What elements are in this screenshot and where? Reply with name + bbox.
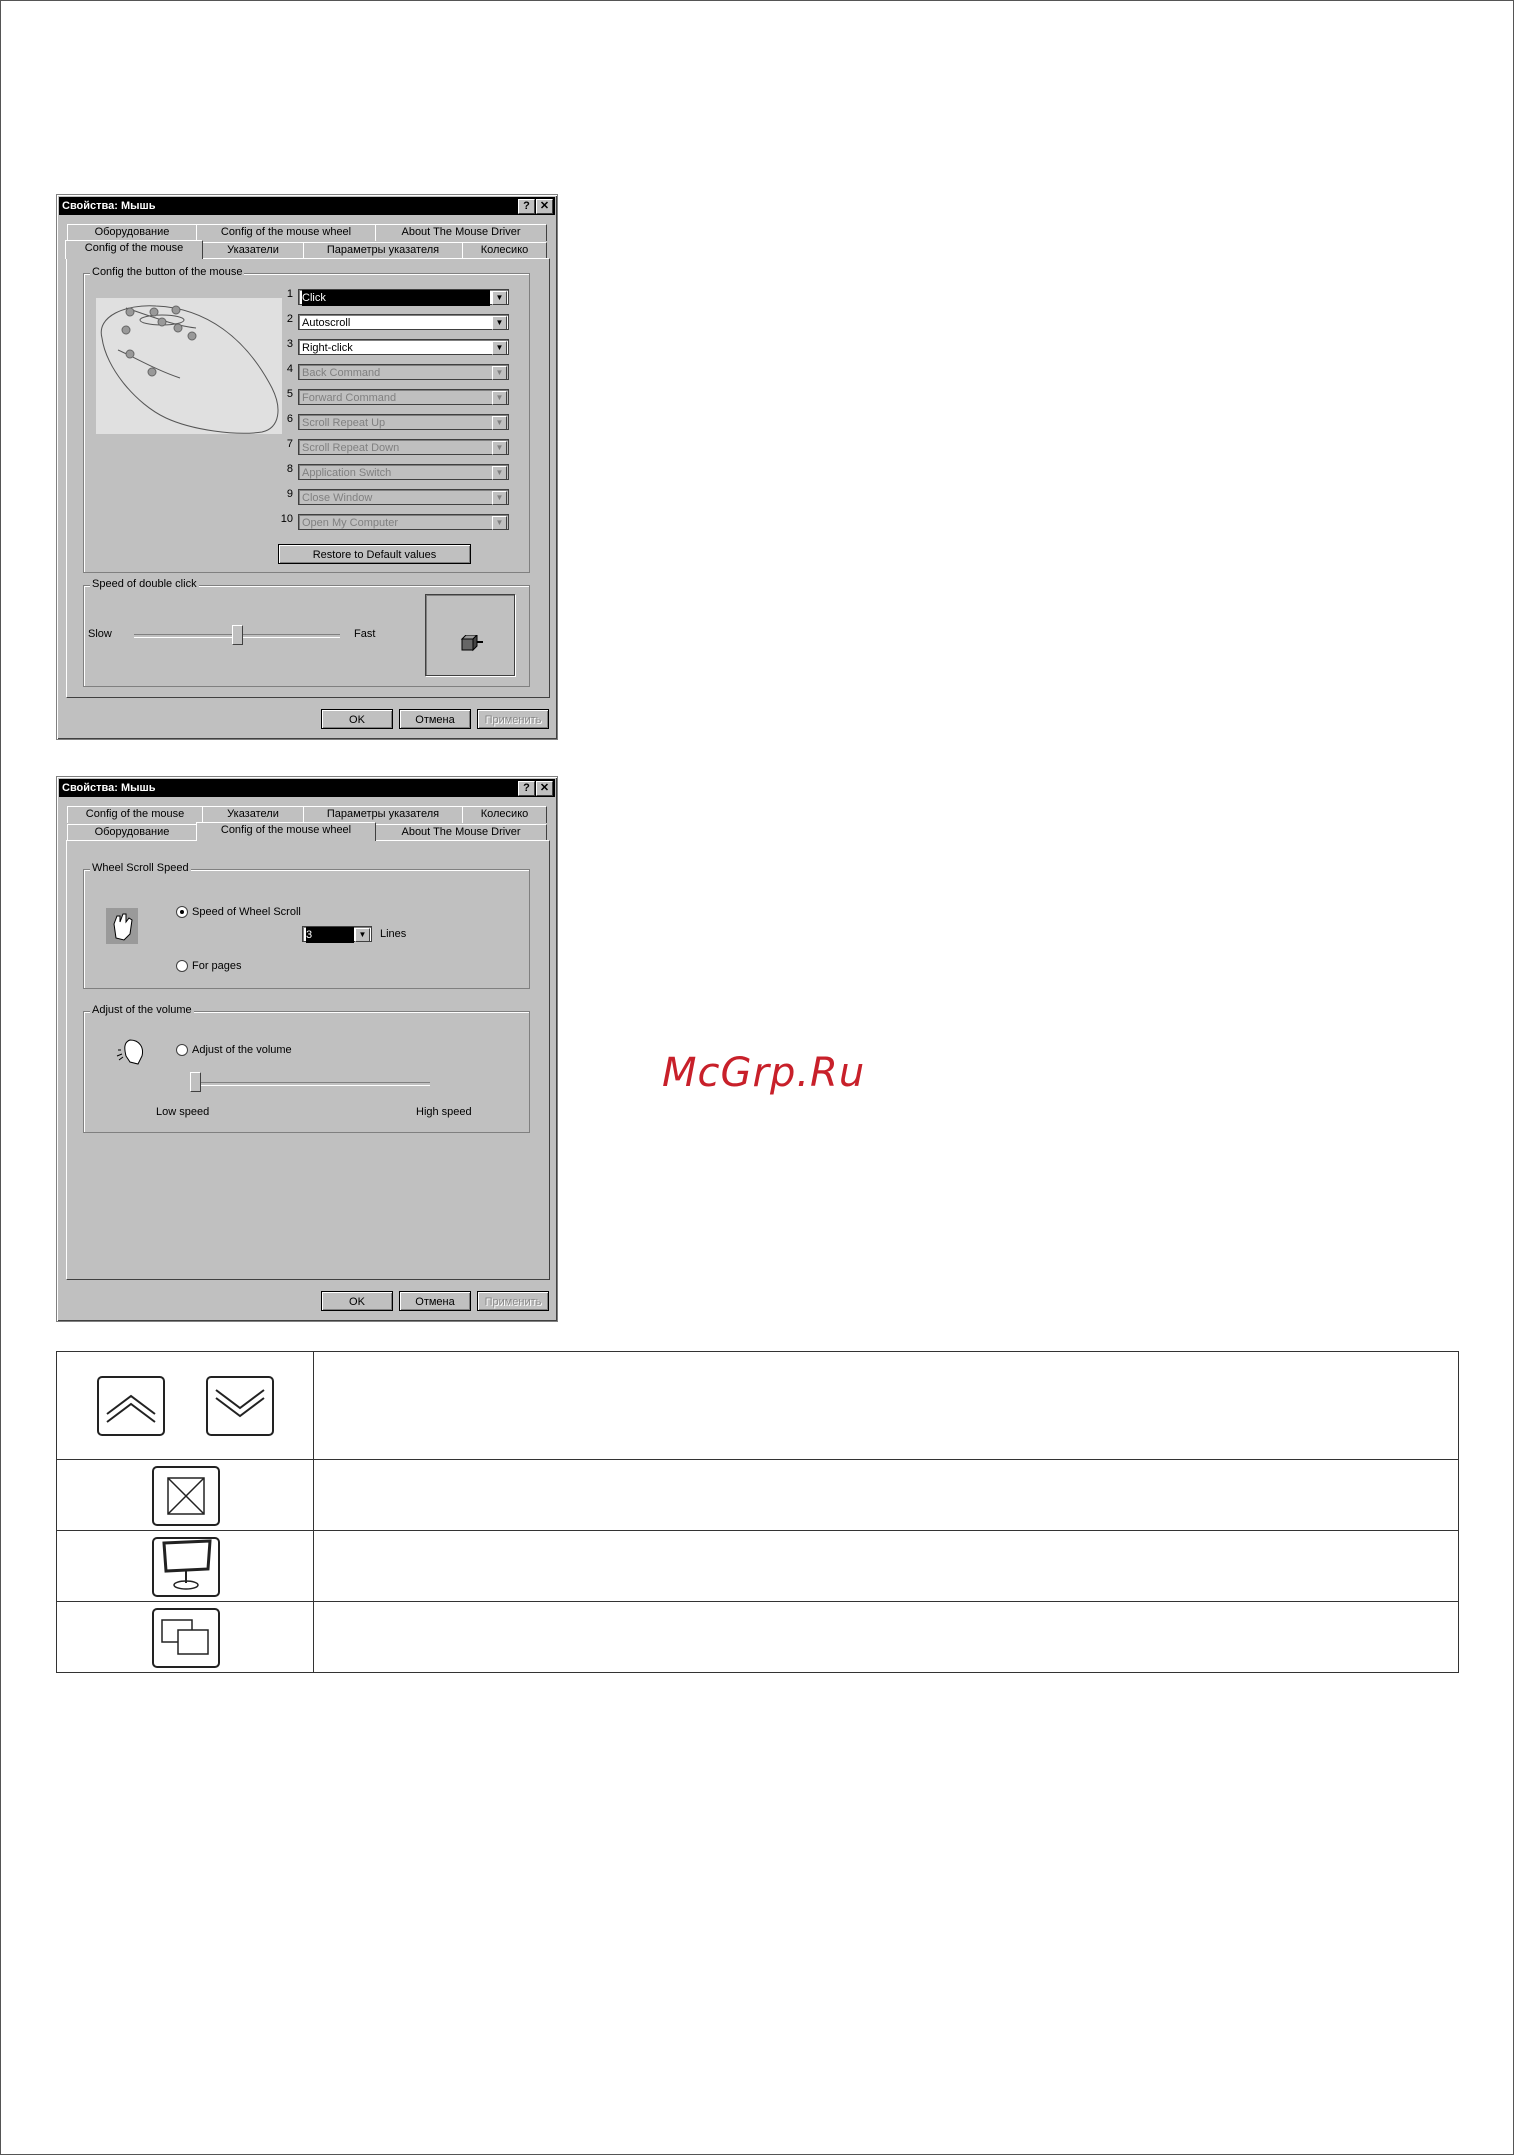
mouse-button-marker	[122, 326, 130, 334]
for-pages-radio[interactable]	[176, 960, 188, 972]
selected-value: 3	[306, 927, 354, 943]
tab-panel	[66, 258, 550, 698]
row-number: 8	[286, 463, 293, 475]
tab-about-driver[interactable]: About The Mouse Driver	[375, 224, 547, 241]
scroll-down-icon	[206, 1376, 274, 1436]
title-bar	[59, 197, 555, 215]
jack-in-box-icon	[460, 635, 484, 653]
ok-button[interactable]: OK	[321, 1291, 393, 1311]
dropdown-arrow-icon: ▼	[492, 491, 507, 505]
tab-pointers[interactable]: Указатели	[202, 242, 304, 259]
volume-slider-thumb[interactable]	[190, 1072, 201, 1092]
test-area[interactable]	[425, 594, 515, 676]
group-title: Speed of double click	[92, 578, 197, 590]
mouse-button-marker	[158, 318, 166, 326]
description-cell	[314, 1352, 1459, 1460]
selected-value: Back Command	[302, 367, 381, 379]
icon-legend-table	[56, 1351, 1459, 1673]
mouse-button-marker	[172, 306, 180, 314]
description-cell	[314, 1602, 1459, 1673]
selected-value: Scroll Repeat Up	[302, 417, 386, 429]
adjust-volume-radio[interactable]	[176, 1044, 188, 1056]
button-config-group	[83, 266, 530, 573]
selected-value: Close Window	[302, 492, 373, 504]
fast-label: Fast	[354, 628, 376, 640]
row-number: 1	[286, 288, 293, 300]
tab-mouse-wheel-config[interactable]: Config of the mouse wheel	[196, 224, 376, 241]
icon-cell	[57, 1352, 314, 1460]
dropdown-arrow-icon: ▼	[492, 516, 507, 530]
group-title: Adjust of the volume	[92, 1004, 192, 1016]
wheel-hand-icon	[106, 908, 138, 944]
selected-value: Open My Computer	[302, 517, 398, 529]
dropdown-arrow-icon[interactable]: ▼	[492, 316, 507, 330]
selected-value: Right-click	[302, 342, 353, 354]
selected-value: Autoscroll	[302, 317, 351, 329]
apply-button: Применить	[477, 709, 549, 729]
button-action-select[interactable]	[298, 314, 509, 330]
dialog-title: Свойства: Мышь	[62, 200, 156, 212]
dropdown-arrow-icon: ▼	[492, 441, 507, 455]
table-row	[57, 1352, 1459, 1460]
mouse-button-marker	[188, 332, 196, 340]
mouse-button-marker	[126, 350, 134, 358]
lines-label: Lines	[380, 928, 407, 940]
watermark: McGrp.Ru	[662, 1050, 866, 1096]
tab-pointers[interactable]: Указатели	[202, 806, 304, 823]
tab-hardware[interactable]: Оборудование	[67, 224, 197, 241]
low-speed-label: Low speed	[156, 1106, 210, 1118]
button-action-select[interactable]	[298, 289, 509, 305]
group-title: Config the button of the mouse	[92, 266, 243, 278]
application-switch-icon	[152, 1608, 220, 1668]
dropdown-arrow-icon: ▼	[492, 366, 507, 380]
tab-panel	[66, 840, 550, 1280]
wheel-speed-radio[interactable]	[176, 906, 188, 918]
for-pages-label: For pages	[192, 960, 242, 972]
row-number: 7	[286, 438, 293, 450]
row-number: 3	[286, 338, 293, 350]
button-action-select	[298, 464, 509, 480]
close-window-icon	[152, 1466, 220, 1526]
dropdown-arrow-icon: ▼	[492, 391, 507, 405]
tab-mouse-wheel-config[interactable]: Config of the mouse wheel	[196, 822, 376, 841]
my-computer-icon	[152, 1537, 220, 1597]
row-number: 6	[286, 413, 293, 425]
dropdown-arrow-icon[interactable]: ▼	[492, 291, 507, 305]
help-button[interactable]: ?	[518, 781, 535, 796]
slow-label: Slow	[88, 628, 112, 640]
selected-value: Scroll Repeat Down	[302, 442, 400, 454]
button-action-select	[298, 514, 509, 530]
tab-hardware[interactable]: Оборудование	[67, 824, 197, 841]
cancel-button[interactable]: Отмена	[399, 1291, 471, 1311]
table-row	[57, 1460, 1459, 1531]
button-action-select	[298, 489, 509, 505]
mouse-diagram	[96, 298, 282, 434]
button-action-select	[298, 414, 509, 430]
apply-button: Применить	[477, 1291, 549, 1311]
row-number: 2	[286, 313, 293, 325]
button-action-select[interactable]	[298, 339, 509, 355]
row-number: 10	[280, 513, 293, 525]
close-button[interactable]: ✕	[536, 199, 553, 214]
row-number: 5	[286, 388, 293, 400]
group-title: Wheel Scroll Speed	[92, 862, 189, 874]
close-button[interactable]: ✕	[536, 781, 553, 796]
tab-mouse-config[interactable]: Config of the mouse	[67, 806, 203, 823]
dropdown-arrow-icon: ▼	[492, 466, 507, 480]
selected-value: Forward Command	[302, 392, 397, 404]
high-speed-label: High speed	[416, 1106, 472, 1118]
scroll-up-icon	[97, 1376, 165, 1436]
selected-value: Click	[302, 290, 490, 306]
mouse-button-marker	[150, 308, 158, 316]
icon-cell	[57, 1602, 314, 1673]
button-action-select	[298, 439, 509, 455]
button-action-select	[298, 364, 509, 380]
volume-group	[83, 1004, 530, 1133]
description-cell	[314, 1460, 1459, 1531]
cancel-button[interactable]: Отмена	[399, 709, 471, 729]
dialog-title: Свойства: Мышь	[62, 782, 156, 794]
speaker-head-icon	[116, 1036, 146, 1066]
tab-pointer-options[interactable]: Параметры указателя	[303, 806, 463, 823]
double-click-slider-thumb[interactable]	[232, 625, 243, 645]
selected-value: Application Switch	[302, 467, 392, 479]
description-cell	[314, 1531, 1459, 1602]
help-button[interactable]: ?	[518, 199, 535, 214]
mouse-button-marker	[126, 308, 134, 316]
volume-slider-track[interactable]	[190, 1082, 430, 1086]
dropdown-arrow-icon: ▼	[492, 416, 507, 430]
ok-button[interactable]: OK	[321, 709, 393, 729]
wheel-scroll-speed-group	[83, 862, 530, 989]
tab-about-driver[interactable]: About The Mouse Driver	[375, 824, 547, 841]
double-click-speed-group	[83, 578, 530, 687]
tab-wheel[interactable]: Колесико	[462, 806, 547, 823]
tab-mouse-config[interactable]: Config of the mouse	[65, 240, 203, 259]
row-number: 4	[286, 363, 293, 375]
icon-cell	[57, 1531, 314, 1602]
icon-cell	[57, 1460, 314, 1531]
mouse-button-marker	[174, 324, 182, 332]
title-bar	[59, 779, 555, 797]
dropdown-arrow-icon[interactable]: ▼	[492, 341, 507, 355]
lines-select[interactable]	[302, 926, 372, 942]
mouse-button-marker	[148, 368, 156, 376]
mouse-properties-dialog-wheel	[56, 776, 558, 1322]
button-action-select	[298, 389, 509, 405]
wheel-speed-label: Speed of Wheel Scroll	[192, 906, 301, 918]
restore-defaults-button[interactable]: Restore to Default values	[278, 544, 471, 564]
mouse-properties-dialog-buttons	[56, 194, 558, 740]
dropdown-arrow-icon[interactable]: ▼	[355, 928, 370, 942]
tab-wheel[interactable]: Колесико	[462, 242, 547, 259]
tab-pointer-options[interactable]: Параметры указателя	[303, 242, 463, 259]
table-row	[57, 1602, 1459, 1673]
row-number: 9	[286, 488, 293, 500]
table-row	[57, 1531, 1459, 1602]
adjust-volume-label: Adjust of the volume	[192, 1044, 292, 1056]
